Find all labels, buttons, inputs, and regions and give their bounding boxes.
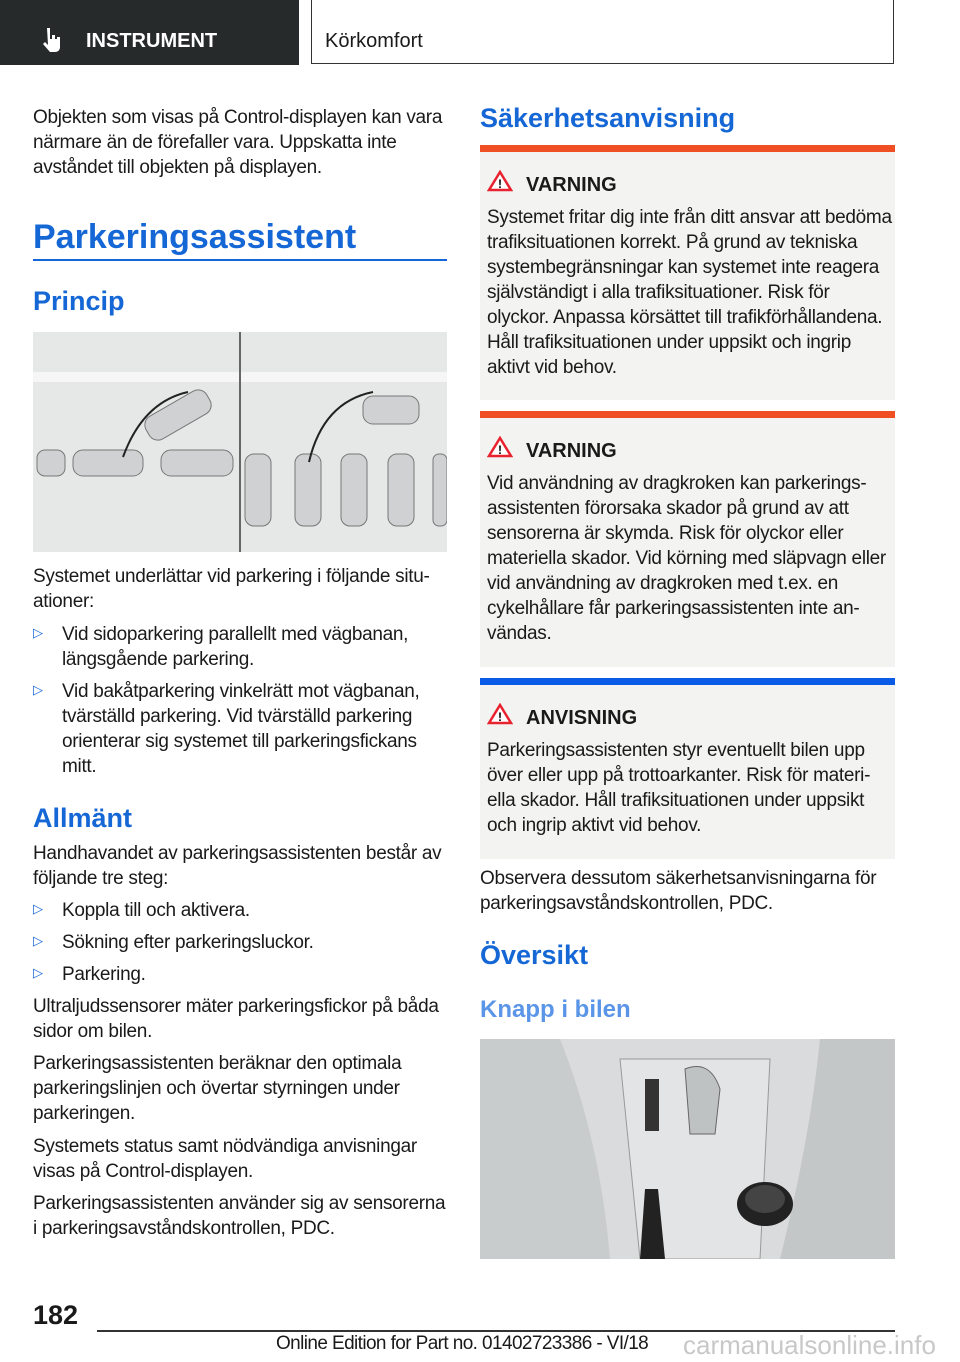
safety-heading: Säkerhetsanvisning: [480, 103, 736, 133]
warning-triangle-icon: [487, 170, 513, 192]
section-title: INSTRUMENT: [86, 30, 218, 52]
triangle-bullet-icon: ▷: [33, 682, 43, 697]
warning-triangle-icon: [487, 703, 513, 725]
warning-title: VARNING: [526, 174, 617, 196]
paragraph: Ultraljudssensorer mäter parkeringsfickor på båda sidor om bilen.: [33, 996, 439, 1042]
list-item: ▷ Koppla till och aktivera.: [33, 900, 250, 921]
triangle-bullet-icon: ▷: [33, 901, 43, 916]
allmant-text: Handhavandet av parkeringsassistenten består av följande tre steg:: [33, 843, 442, 889]
paragraph: Parkeringsassistenten använder sig av sensorerna i parkeringsavståndskontrollen, PDC.: [33, 1193, 446, 1239]
princip-heading: Princip: [33, 286, 125, 316]
chapter-title: Körkomfort: [325, 30, 423, 52]
page-heading: Parkeringsassistent: [33, 218, 357, 256]
list-item: ▷ Vid bakåtparkering vinkelrätt mot vägbanan, tvärställd parkering. Vid tvärställd parkering orienterar sig systemet till parkeringsfickans mitt.: [33, 681, 420, 777]
heading-divider: [33, 259, 447, 261]
intro-text: Objekten som visas på Control-displayen kan vara närmare än de förefaller vara. Uppskatta inte avståndet till objekten på displayen.: [33, 107, 443, 178]
warning-text: Vid användning av dragkroken kan parkeringsassistenten förorsaka skador på grund av att sensorerna är skymda. Risk för olyckor eller materiella skador. Vid körning med släpvagn eller vid användning av dragkroken med t.ex. en cykelhållare får parkeringsassistenten inte användas.: [487, 473, 886, 644]
warning-text: Systemet fritar dig inte från ditt ansvar att bedöma trafiksituationen korrekt. På grund av tekniska systembegränsningar kan systemet inte reagera självständigt i alla trafiksituationer. Risk för olyckor. Anpassa körsättet till trafikförhållandena. Håll trafiksituationen under uppsikt och ingrip aktivt vid behov.: [487, 207, 892, 378]
pdc-note: Observera dessutom säkerhetsanvisningarna för parkeringsavståndskontrollen, PDC.: [480, 868, 877, 914]
princip-text: Systemet underlättar vid parkering i följande situationer:: [33, 566, 430, 612]
triangle-bullet-icon: ▷: [33, 625, 43, 640]
page-number: 182: [33, 1300, 79, 1330]
edition-text: Online Edition for Part no. 01402723386 - VI/18: [276, 1333, 649, 1354]
list-item: ▷ Sökning efter parkeringsluckor.: [33, 932, 314, 953]
triangle-bullet-icon: ▷: [33, 965, 43, 980]
parking-illustration: [33, 332, 447, 552]
notice-title: ANVISNING: [526, 707, 638, 729]
warning-box: [480, 411, 895, 667]
oversikt-heading: Översikt: [480, 940, 589, 970]
paragraph: Systemets status samt nödvändiga anvisningar visas på Control-displayen.: [33, 1136, 417, 1182]
watermark: carmanualsonline.info: [683, 1330, 936, 1360]
hand-pointer-icon: [40, 26, 64, 54]
warning-title: VARNING: [526, 440, 617, 462]
triangle-bullet-icon: ▷: [33, 933, 43, 948]
svg-text:!: !: [498, 710, 502, 724]
notice-box: [480, 678, 895, 859]
allmant-heading: Allmänt: [33, 803, 133, 833]
warning-triangle-icon: [487, 436, 513, 458]
svg-text:!: !: [498, 443, 502, 457]
section-tab: [0, 0, 299, 65]
knapp-heading: Knapp i bilen: [480, 996, 631, 1023]
paragraph: Parkeringsassistenten beräknar den optimala parkeringslinjen och övertar styrningen under parkeringen.: [33, 1053, 402, 1124]
warning-box: [480, 145, 895, 400]
chapter-tab: [311, 0, 894, 64]
list-item: ▷ Vid sidoparkering parallellt med vägbanan, längsgående parkering.: [33, 624, 409, 670]
svg-text:!: !: [498, 177, 502, 191]
notice-text: Parkeringsassistenten styr eventuellt bilen upp över eller upp på trottoarkanter. Risk för materiella skador. Håll trafiksituationen under uppsikt och ingrip aktivt vid behov.: [487, 740, 871, 836]
list-item: ▷ Parkering.: [33, 964, 146, 985]
console-illustration: [480, 1039, 895, 1259]
